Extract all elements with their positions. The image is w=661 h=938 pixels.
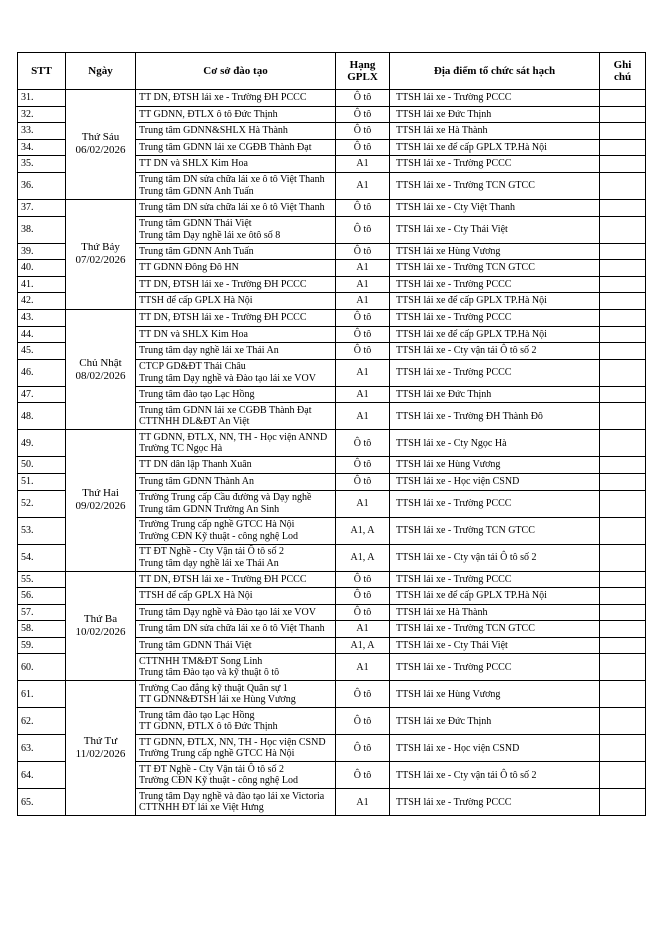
- facility-name: TT GDNN, ĐTLX, NN, TH - Học viện CSND: [139, 736, 326, 748]
- row-number: 50.: [18, 457, 66, 474]
- header-note: [600, 53, 646, 90]
- license-class: A1, A: [336, 544, 390, 571]
- row-number: 45.: [18, 343, 66, 360]
- row-number: 38.: [18, 216, 66, 243]
- note: [600, 260, 646, 277]
- facility-name: Trường CĐN Kỹ thuật - công nghệ Lod: [139, 775, 298, 787]
- facility-name: Trung tâm GDNN&SHLX Hà Thành: [139, 125, 288, 137]
- exam-location: TTSH lái xe - Cty vận tải Ô tô số 2: [390, 762, 600, 789]
- exam-location: TTSH lái xe Đức Thịnh: [390, 386, 600, 403]
- exam-location: TTSH lái xe - Trường PCCC: [390, 789, 600, 816]
- row-number: 58.: [18, 621, 66, 638]
- exam-location: TTSH lái xe - Trường PCCC: [390, 490, 600, 517]
- facility-name: TT GDNN, ĐTLX ô tô Đức Thịnh: [139, 108, 278, 120]
- row-number: 52.: [18, 490, 66, 517]
- training-facility: [136, 571, 336, 588]
- training-facility: [136, 735, 336, 762]
- note: [600, 343, 646, 360]
- training-facility: [136, 276, 336, 293]
- facility-name: TT GDNN Đông Đô HN: [139, 262, 239, 274]
- header-license-class-line1: Hạng: [349, 59, 376, 71]
- license-class: A1: [336, 293, 390, 310]
- row-number: 61.: [18, 681, 66, 708]
- exam-location: TTSH lái xe - Cty Thái Việt: [390, 216, 600, 243]
- note: [600, 588, 646, 605]
- training-facility: [136, 637, 336, 654]
- license-class: Ô tô: [336, 457, 390, 474]
- exam-location: TTSH lái xe - Trường PCCC: [390, 276, 600, 293]
- facility-name: TT GDNN&ĐTSH lái xe Hùng Vương: [139, 694, 296, 706]
- training-facility: [136, 789, 336, 816]
- license-class: A1: [336, 403, 390, 430]
- facility-name: CTTNHH TM&ĐT Song Linh: [139, 655, 263, 667]
- license-class: Ô tô: [336, 106, 390, 123]
- facility-name: TT DN và SHLX Kim Hoa: [139, 328, 248, 340]
- license-class: A1: [336, 621, 390, 638]
- facility-name: Trung tâm GDNN lái xe CGĐB Thành Đạt: [139, 404, 312, 416]
- facility-name: Trường Trung cấp nghề GTCC Hà Nội: [139, 519, 295, 530]
- training-facility: [136, 343, 336, 360]
- row-number: 56.: [18, 588, 66, 605]
- exam-day: [66, 681, 136, 816]
- exam-day: [66, 309, 136, 429]
- exam-location: TTSH lái xe - Trường PCCC: [390, 359, 600, 386]
- training-facility: [136, 293, 336, 310]
- facility-name: TT DN, ĐTSH lái xe - Trường ĐH PCCC: [139, 92, 307, 104]
- row-number: 43.: [18, 309, 66, 326]
- license-class: Ô tô: [336, 762, 390, 789]
- facility-name: Trung tâm Dạy nghề và Đào tạo lái xe VOV: [139, 606, 316, 618]
- note: [600, 490, 646, 517]
- exam-location: TTSH lái xe - Học viện CSND: [390, 473, 600, 490]
- exam-location: TTSH lái xe - Trường PCCC: [390, 654, 600, 681]
- license-class: Ô tô: [336, 139, 390, 156]
- exam-location: TTSH lái xe - Học viện CSND: [390, 735, 600, 762]
- row-number: 46.: [18, 359, 66, 386]
- training-facility: [136, 621, 336, 638]
- exam-location: TTSH lái xe - Trường PCCC: [390, 156, 600, 173]
- note: [600, 735, 646, 762]
- exam-location: TTSH lái xe Hà Thành: [390, 604, 600, 621]
- training-facility: [136, 654, 336, 681]
- license-class: Ô tô: [336, 604, 390, 621]
- note: [600, 457, 646, 474]
- row-number: 54.: [18, 544, 66, 571]
- license-class: A1: [336, 359, 390, 386]
- header-stt: STT: [18, 53, 66, 90]
- note: [600, 293, 646, 310]
- training-facility: [136, 681, 336, 708]
- training-facility: [136, 430, 336, 457]
- license-class: A1, A: [336, 637, 390, 654]
- row-number: 31.: [18, 90, 66, 107]
- exam-date: 09/02/2026: [75, 500, 126, 513]
- license-class: A1: [336, 386, 390, 403]
- exam-location: TTSH lái xe để cấp GPLX TP.Hà Nội: [390, 588, 600, 605]
- license-class: Ô tô: [336, 123, 390, 140]
- facility-name: Trung tâm Dạy nghề và Đào tạo lái xe VOV: [139, 372, 316, 384]
- license-class: A1: [336, 276, 390, 293]
- training-facility: [136, 199, 336, 216]
- license-class: Ô tô: [336, 735, 390, 762]
- facility-name: Trường Trung cấp nghề GTCC Hà Nội: [139, 748, 295, 760]
- header-exam-location: Địa điểm tổ chức sát hạch: [390, 53, 600, 90]
- header-facility: Cơ sở đào tạo: [136, 53, 336, 90]
- table-row: [18, 309, 646, 326]
- exam-weekday: Thứ Tư: [83, 735, 118, 748]
- note: [600, 430, 646, 457]
- training-facility: [136, 708, 336, 735]
- exam-location: TTSH lái xe Hà Thành: [390, 123, 600, 140]
- note: [600, 621, 646, 638]
- row-number: 34.: [18, 139, 66, 156]
- training-facility: [136, 90, 336, 107]
- facility-name: Trung tâm GDNN Thái Việt: [139, 639, 252, 651]
- exam-weekday: Thứ Sáu: [81, 131, 120, 144]
- exam-location: TTSH lái xe - Trường ĐH Thành Đô: [390, 403, 600, 430]
- note: [600, 309, 646, 326]
- facility-name: Trung tâm GDNN Thành An: [139, 475, 255, 487]
- facility-name: Trung tâm dạy nghề lái xe Thái An: [139, 345, 279, 357]
- exam-day: [66, 430, 136, 571]
- note: [600, 544, 646, 571]
- training-facility: [136, 156, 336, 173]
- exam-location: TTSH lái xe - Cty Việt Thanh: [390, 199, 600, 216]
- table-row: [18, 90, 646, 107]
- exam-location: TTSH lái xe - Trường TCN GTCC: [390, 260, 600, 277]
- license-class: A1: [336, 260, 390, 277]
- row-number: 44.: [18, 326, 66, 343]
- note: [600, 172, 646, 199]
- exam-location: TTSH lái xe - Trường PCCC: [390, 571, 600, 588]
- license-class: A1: [336, 789, 390, 816]
- row-number: 39.: [18, 243, 66, 260]
- exam-location: TTSH lái xe để cấp GPLX TP.Hà Nội: [390, 326, 600, 343]
- exam-location: TTSH lái xe - Cty Thái Việt: [390, 637, 600, 654]
- note: [600, 789, 646, 816]
- facility-name: Trung tâm GDNN Thái Việt: [139, 218, 252, 230]
- header-row: [18, 53, 646, 90]
- exam-date: 11/02/2026: [75, 748, 126, 761]
- row-number: 48.: [18, 403, 66, 430]
- license-class: Ô tô: [336, 588, 390, 605]
- training-facility: [136, 490, 336, 517]
- facility-name: Trung tâm DN sửa chữa lái xe ô tô Việt Thanh: [139, 174, 325, 186]
- exam-location: TTSH lái xe Hùng Vương: [390, 681, 600, 708]
- row-number: 36.: [18, 172, 66, 199]
- license-class: A1: [336, 654, 390, 681]
- row-number: 55.: [18, 571, 66, 588]
- table-row: [18, 681, 646, 708]
- license-class: Ô tô: [336, 473, 390, 490]
- facility-name: TT DN, ĐTSH lái xe - Trường ĐH PCCC: [139, 573, 307, 585]
- license-class: A1: [336, 156, 390, 173]
- exam-day: [66, 199, 136, 309]
- row-number: 41.: [18, 276, 66, 293]
- facility-name: Trung tâm DN sửa chữa lái xe ô tô Việt Thanh: [139, 202, 325, 214]
- exam-weekday: Thứ Ba: [83, 612, 118, 625]
- license-class: Ô tô: [336, 90, 390, 107]
- facility-name: TT DN và SHLX Kim Hoa: [139, 158, 248, 170]
- note: [600, 123, 646, 140]
- facility-name: TT ĐT Nghề - Cty Vận tải Ô tô số 2: [139, 546, 284, 557]
- facility-name: TT DN dân lập Thanh Xuân: [139, 459, 252, 471]
- training-facility: [136, 359, 336, 386]
- exam-location: TTSH lái xe - Cty vận tải Ô tô số 2: [390, 544, 600, 571]
- training-facility: [136, 473, 336, 490]
- row-number: 42.: [18, 293, 66, 310]
- training-facility: [136, 762, 336, 789]
- license-class: Ô tô: [336, 243, 390, 260]
- facility-name: Trung tâm Dạy nghề lái xe ôtô số 8: [139, 229, 281, 241]
- facility-name: Trung tâm GDNN lái xe CGĐB Thành Đạt: [139, 141, 312, 153]
- training-facility: [136, 172, 336, 199]
- note: [600, 386, 646, 403]
- note: [600, 243, 646, 260]
- note: [600, 106, 646, 123]
- note: [600, 517, 646, 544]
- facility-name: Trung tâm Đào tạo và kỹ thuật ô tô: [139, 667, 280, 679]
- exam-weekday: Thứ Bảy: [81, 241, 120, 254]
- note: [600, 762, 646, 789]
- facility-name: Trung tâm đào tạo Lạc Hồng: [139, 388, 255, 400]
- training-facility: [136, 243, 336, 260]
- row-number: 32.: [18, 106, 66, 123]
- training-facility: [136, 604, 336, 621]
- facility-name: TT DN, ĐTSH lái xe - Trường ĐH PCCC: [139, 278, 307, 290]
- note: [600, 681, 646, 708]
- license-class: Ô tô: [336, 326, 390, 343]
- exam-location: TTSH lái xe - Cty Ngọc Hà: [390, 430, 600, 457]
- facility-name: TT GDNN, ĐTLX, NN, TH - Học viện ANND: [139, 431, 328, 443]
- exam-location: TTSH lái xe để cấp GPLX TP.Hà Nội: [390, 293, 600, 310]
- facility-name: CTTNHH ĐT lái xe Việt Hưng: [139, 802, 264, 814]
- table-row: [18, 430, 646, 457]
- license-class: Ô tô: [336, 708, 390, 735]
- license-class: Ô tô: [336, 430, 390, 457]
- header-license-class-line2: GPLX: [347, 71, 378, 83]
- exam-schedule-table: [17, 52, 646, 816]
- header-note-line1: Ghi: [613, 59, 632, 71]
- facility-name: Trung tâm dạy nghề lái xe Thái An: [139, 557, 279, 569]
- exam-location: TTSH lái xe - Trường TCN GTCC: [390, 517, 600, 544]
- row-number: 40.: [18, 260, 66, 277]
- license-class: Ô tô: [336, 216, 390, 243]
- row-number: 33.: [18, 123, 66, 140]
- table-row: [18, 571, 646, 588]
- row-number: 62.: [18, 708, 66, 735]
- table-row: [18, 199, 646, 216]
- training-facility: [136, 106, 336, 123]
- note: [600, 637, 646, 654]
- facility-name: TTSH để cấp GPLX Hà Nội: [139, 590, 253, 602]
- exam-location: TTSH lái xe - Trường PCCC: [390, 90, 600, 107]
- note: [600, 403, 646, 430]
- facility-name: TT ĐT Nghề - Cty Vận tải Ô tô số 2: [139, 763, 284, 775]
- facility-name: CTCP GD&ĐT Thái Châu: [139, 361, 246, 373]
- training-facility: [136, 326, 336, 343]
- license-class: Ô tô: [336, 571, 390, 588]
- note: [600, 654, 646, 681]
- note: [600, 276, 646, 293]
- license-class: A1: [336, 172, 390, 199]
- license-class: Ô tô: [336, 343, 390, 360]
- facility-name: Trường CĐN Kỹ thuật - công nghệ Lod: [139, 530, 298, 542]
- header-license-class: [336, 53, 390, 90]
- facility-name: CTTNHH DL&ĐT An Việt: [139, 416, 250, 428]
- note: [600, 604, 646, 621]
- note: [600, 199, 646, 216]
- header-note-line2: chú: [613, 71, 632, 83]
- note: [600, 359, 646, 386]
- training-facility: [136, 588, 336, 605]
- exam-date: 08/02/2026: [75, 369, 126, 382]
- exam-location: TTSH lái xe - Trường TCN GTCC: [390, 172, 600, 199]
- license-class: Ô tô: [336, 199, 390, 216]
- note: [600, 216, 646, 243]
- note: [600, 326, 646, 343]
- row-number: 37.: [18, 199, 66, 216]
- training-facility: [136, 123, 336, 140]
- facility-name: Trường Trung cấp Cầu đường và Dạy nghề: [139, 492, 312, 503]
- row-number: 35.: [18, 156, 66, 173]
- exam-location: TTSH lái xe để cấp GPLX TP.Hà Nội: [390, 139, 600, 156]
- exam-location: TTSH lái xe Đức Thịnh: [390, 106, 600, 123]
- row-number: 65.: [18, 789, 66, 816]
- license-class: Ô tô: [336, 681, 390, 708]
- training-facility: [136, 139, 336, 156]
- note: [600, 473, 646, 490]
- row-number: 64.: [18, 762, 66, 789]
- exam-day: [66, 90, 136, 200]
- facility-name: Trường Cao đẳng kỹ thuật Quân sự 1: [139, 682, 288, 694]
- exam-date: 07/02/2026: [75, 254, 126, 267]
- facility-name: Trường TC Ngọc Hà: [139, 443, 223, 455]
- training-facility: [136, 386, 336, 403]
- note: [600, 90, 646, 107]
- facility-name: TT GDNN, ĐTLX ô tô Đức Thịnh: [139, 721, 278, 733]
- license-class: A1, A: [336, 517, 390, 544]
- row-number: 60.: [18, 654, 66, 681]
- training-facility: [136, 403, 336, 430]
- exam-location: TTSH lái xe - Cty vận tải Ô tô số 2: [390, 343, 600, 360]
- exam-location: TTSH lái xe - Trường PCCC: [390, 309, 600, 326]
- training-facility: [136, 544, 336, 571]
- row-number: 53.: [18, 517, 66, 544]
- facility-name: Trung tâm Dạy nghề và đào tạo lái xe Victoria: [139, 790, 325, 802]
- row-number: 49.: [18, 430, 66, 457]
- header-date: Ngày: [66, 53, 136, 90]
- note: [600, 571, 646, 588]
- note: [600, 708, 646, 735]
- exam-weekday: Chủ Nhật: [79, 356, 122, 369]
- facility-name: TT DN, ĐTSH lái xe - Trường ĐH PCCC: [139, 311, 307, 323]
- exam-location: TTSH lái xe - Trường TCN GTCC: [390, 621, 600, 638]
- training-facility: [136, 260, 336, 277]
- exam-location: TTSH lái xe Đức Thịnh: [390, 708, 600, 735]
- row-number: 51.: [18, 473, 66, 490]
- facility-name: Trung tâm GDNN Trường An Sinh: [139, 503, 280, 515]
- training-facility: [136, 309, 336, 326]
- row-number: 57.: [18, 604, 66, 621]
- facility-name: Trung tâm GDNN Anh Tuấn: [139, 245, 254, 257]
- table-body: [18, 90, 646, 816]
- training-facility: [136, 457, 336, 474]
- license-class: Ô tô: [336, 309, 390, 326]
- row-number: 63.: [18, 735, 66, 762]
- facility-name: TTSH để cấp GPLX Hà Nội: [139, 295, 253, 307]
- row-number: 59.: [18, 637, 66, 654]
- training-facility: [136, 517, 336, 544]
- exam-location: TTSH lái xe Hùng Vương: [390, 243, 600, 260]
- schedule-sheet: [17, 52, 645, 816]
- exam-location: TTSH lái xe Hùng Vương: [390, 457, 600, 474]
- training-facility: [136, 216, 336, 243]
- note: [600, 156, 646, 173]
- exam-weekday: Thứ Hai: [82, 487, 119, 500]
- facility-name: Trung tâm GDNN Anh Tuấn: [139, 185, 254, 197]
- note: [600, 139, 646, 156]
- row-number: 47.: [18, 386, 66, 403]
- license-class: A1: [336, 490, 390, 517]
- facility-name: Trung tâm đào tạo Lạc Hồng: [139, 709, 255, 721]
- exam-date: 10/02/2026: [75, 625, 126, 638]
- exam-date: 06/02/2026: [75, 144, 126, 157]
- exam-day: [66, 571, 136, 681]
- facility-name: Trung tâm DN sửa chữa lái xe ô tô Việt Thanh: [139, 623, 325, 635]
